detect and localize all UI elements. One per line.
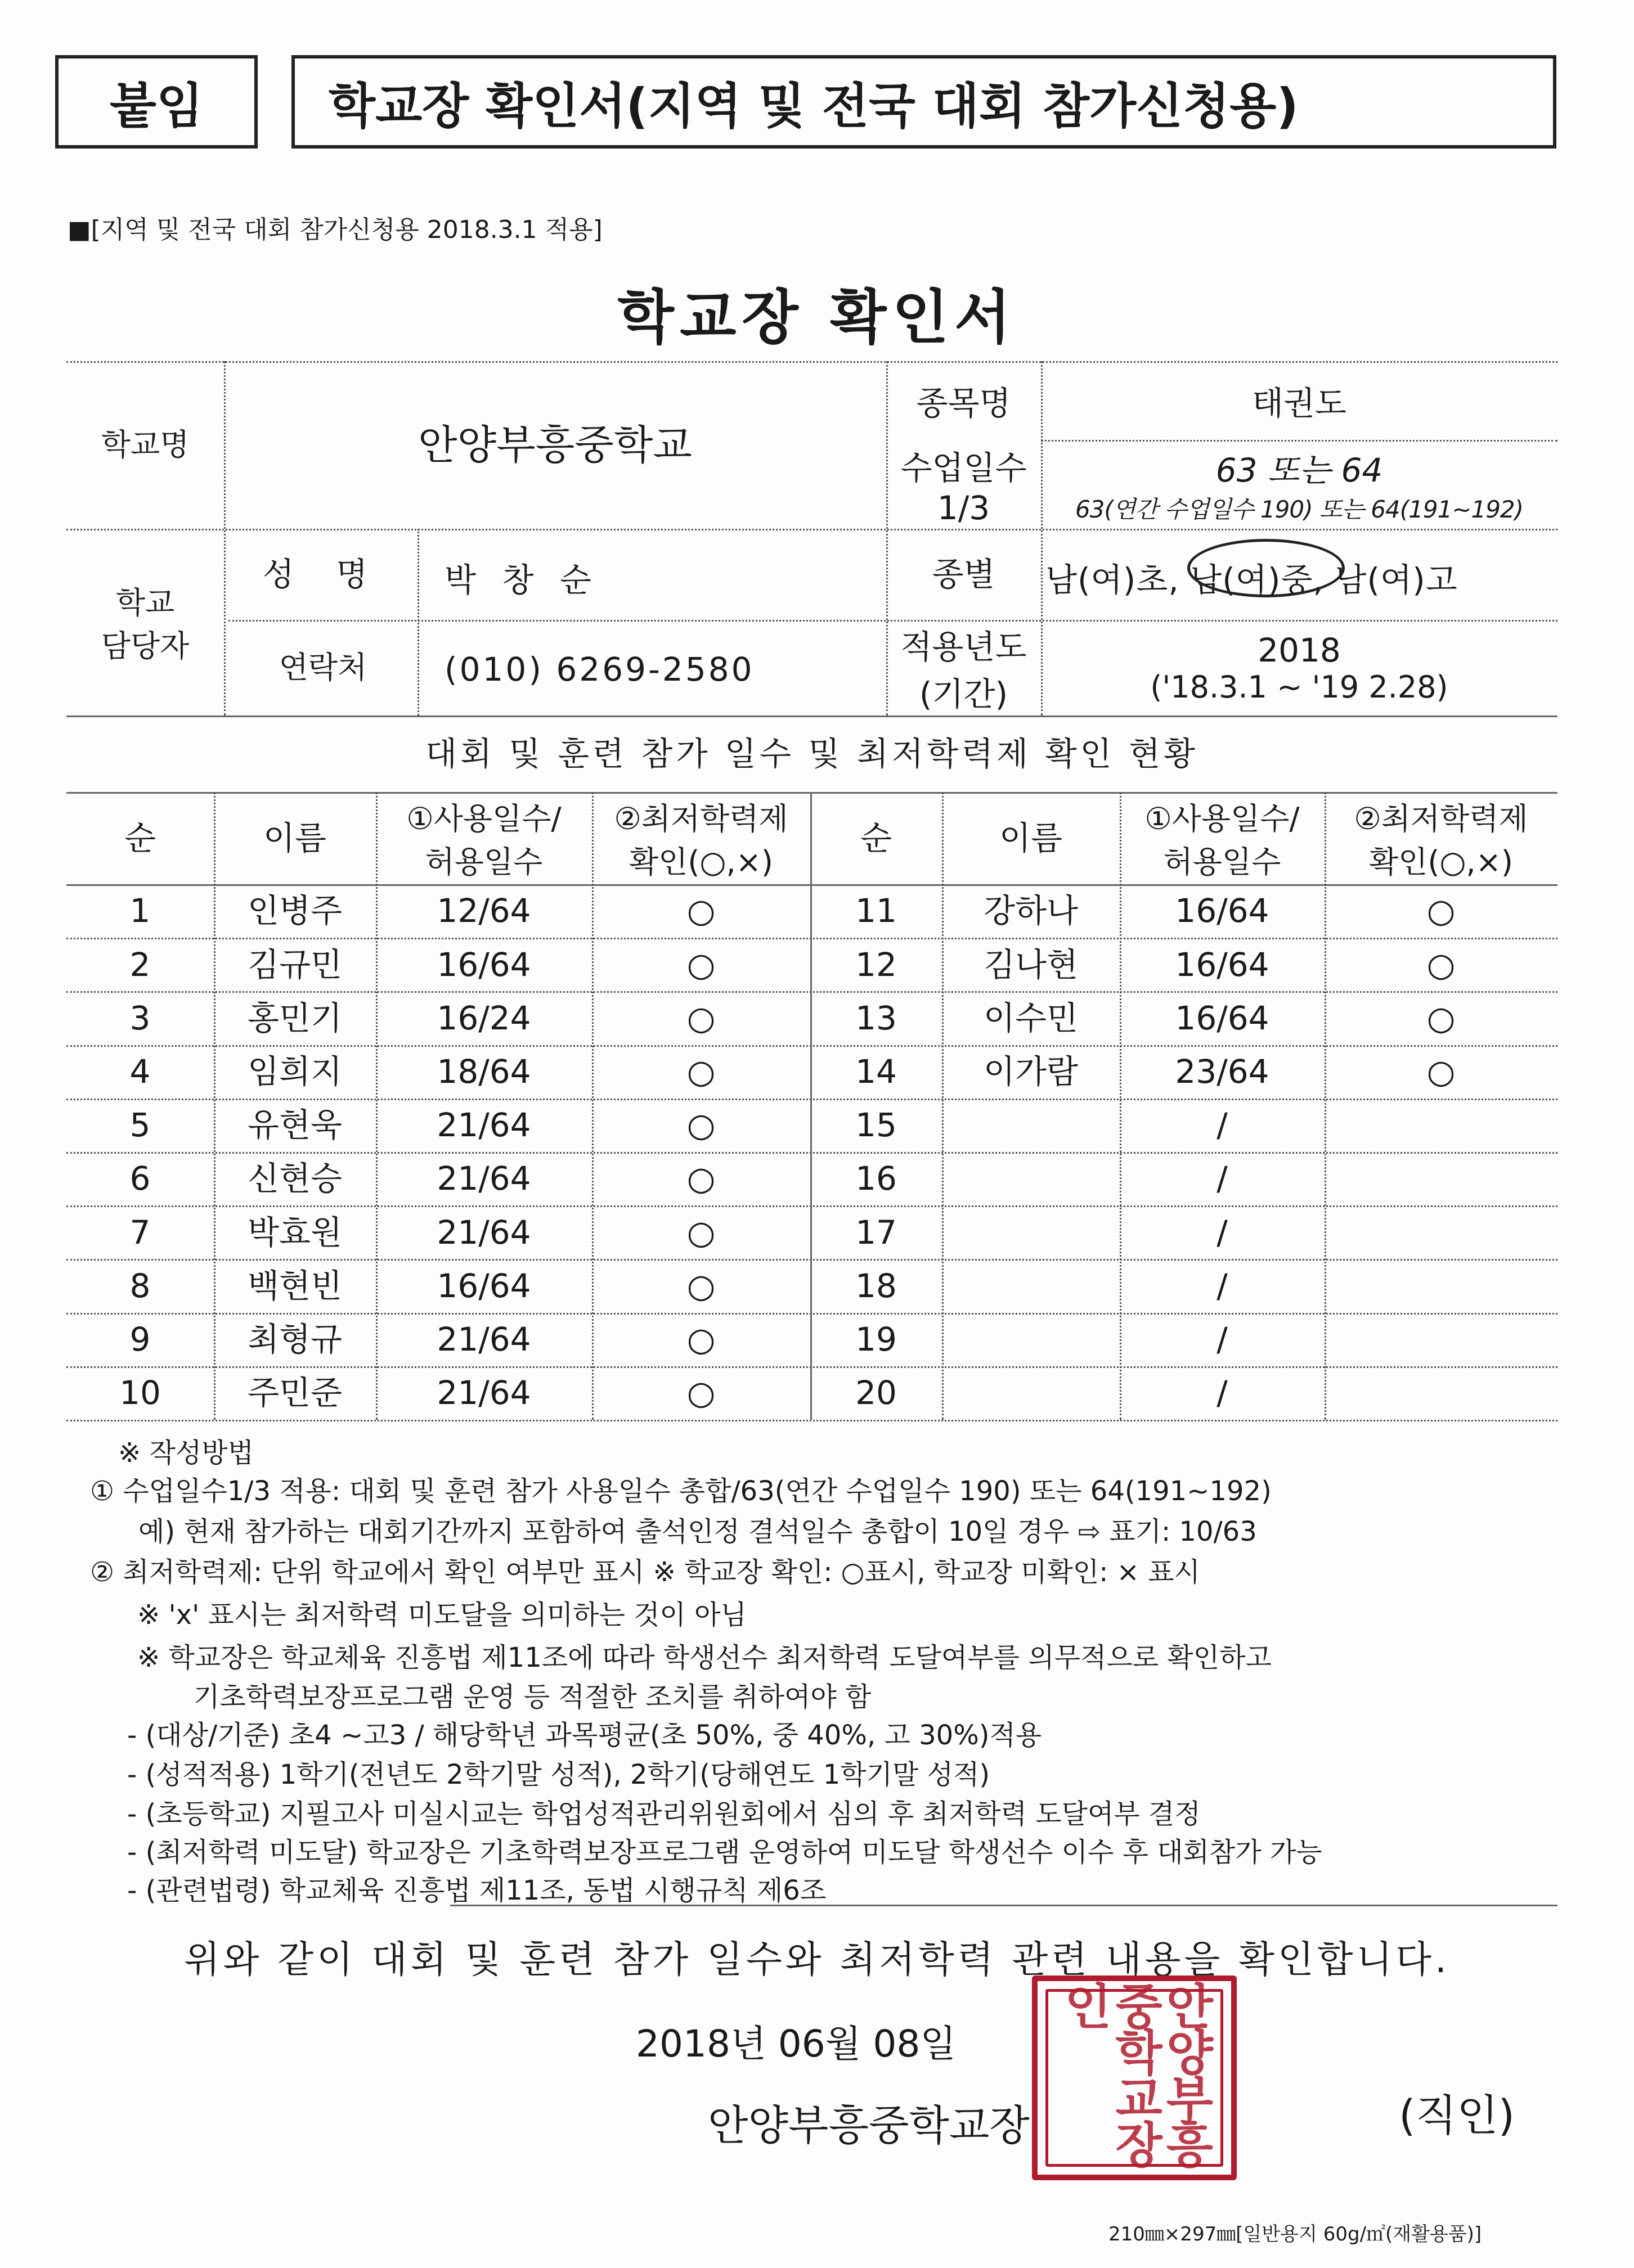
instruction-line: - (대상/기준) 초4 ~고3 / 해당학년 과목평균(초 50%, 중 40%, 고 30%)적용 bbox=[127, 1720, 1042, 1751]
header-name: 이름 bbox=[263, 818, 327, 857]
year-value: 2018 bbox=[1258, 631, 1341, 669]
header-box-title: 학교장 확인서(지역 및 전국 대회 참가신청용) bbox=[291, 55, 1556, 148]
cell-name bbox=[942, 1313, 1120, 1366]
header-check-line2: 확인(○,×) bbox=[1369, 844, 1513, 880]
cell-days: / bbox=[1216, 1320, 1228, 1358]
cell-no: 7 bbox=[129, 1213, 151, 1252]
school-name-label: 학교명 bbox=[101, 427, 190, 463]
instruction-line: ※ 작성방법 bbox=[118, 1437, 254, 1469]
cell-no: 8 bbox=[129, 1266, 151, 1305]
document-title: 학교장 확인서 bbox=[617, 283, 1017, 352]
cell-no: 13 bbox=[855, 998, 897, 1037]
header-check-line1: ②최저학력제 bbox=[1354, 801, 1528, 836]
cell-name: 김규민 bbox=[247, 945, 343, 984]
cell-check bbox=[1325, 1313, 1557, 1366]
class-days-label bbox=[886, 440, 1041, 529]
divider bbox=[450, 1905, 1557, 1906]
cell-no: 17 bbox=[855, 1213, 897, 1252]
cell-check: ○ bbox=[1426, 1052, 1456, 1091]
instruction-line: - (최저학력 미도달) 학교장은 기초학력보장프로그램 운영하여 미도달 학생선수 이수 후 대회참가 가능 bbox=[127, 1837, 1322, 1868]
cell-days: / bbox=[1216, 1106, 1228, 1145]
instruction-line: 기초학력보장프로그램 운영 등 적절한 조치를 취하여야 함 bbox=[194, 1681, 872, 1713]
cell-name: 홍민기 bbox=[247, 998, 343, 1037]
cell-check: ○ bbox=[686, 1320, 716, 1358]
cell-name: 이가람 bbox=[983, 1052, 1079, 1091]
cell-check bbox=[1325, 1259, 1557, 1312]
cell-days: / bbox=[1216, 1213, 1228, 1252]
cell-name: 유현욱 bbox=[247, 1106, 343, 1145]
status-title: 대회 및 훈련 참가 일수 및 최저학력제 확인 현황 bbox=[425, 734, 1199, 773]
cell-no: 14 bbox=[855, 1052, 897, 1091]
cell-name: 임희지 bbox=[247, 1052, 343, 1091]
cell-no: 4 bbox=[129, 1052, 151, 1091]
header-check-line2: 확인(○,×) bbox=[629, 844, 773, 880]
cell-check: ○ bbox=[686, 1374, 716, 1412]
class-days-label-line2: 1/3 bbox=[937, 489, 990, 527]
cell-days: 21/64 bbox=[437, 1159, 531, 1198]
cell-name bbox=[942, 1205, 1120, 1259]
cell-check bbox=[1325, 1099, 1557, 1152]
cell-no: 12 bbox=[855, 945, 897, 984]
class-days-label-line1: 수업일수 bbox=[900, 449, 1027, 487]
sport-label: 종목명 bbox=[916, 384, 1011, 422]
seal-text: 안양부흥중학교장인 bbox=[1055, 1981, 1214, 2166]
cell-days: 16/64 bbox=[437, 945, 531, 984]
cell-name bbox=[942, 1366, 1120, 1420]
cell-check: ○ bbox=[1426, 945, 1456, 984]
cell-days: 16/64 bbox=[1175, 945, 1269, 984]
cell-no: 3 bbox=[129, 998, 151, 1037]
year-label-line1: 적용년도 bbox=[900, 628, 1027, 666]
cell-name bbox=[942, 1152, 1120, 1205]
cell-name: 이수민 bbox=[983, 998, 1079, 1037]
cell-no: 6 bbox=[129, 1159, 151, 1198]
manager-label bbox=[66, 529, 224, 716]
cell-no: 9 bbox=[129, 1320, 151, 1358]
cell-name: 신현승 bbox=[247, 1159, 343, 1198]
cell-name: 박효원 bbox=[247, 1213, 343, 1252]
cell-check: ○ bbox=[686, 998, 716, 1037]
principal-name: 안양부흥중학교장 bbox=[708, 2102, 1030, 2150]
cell-check: ○ bbox=[686, 1266, 716, 1305]
cell-no: 11 bbox=[855, 892, 897, 930]
instruction-line: 예) 현재 참가하는 대회기간까지 포함하여 출석인정 결석일수 총합이 10일 경우 ⇨ 표기: 10/63 bbox=[138, 1516, 1257, 1547]
cell-check: ○ bbox=[1426, 892, 1456, 930]
selected-category-circle bbox=[1187, 539, 1345, 597]
year-period: ('18.3.1 ~ '19 2.28) bbox=[1150, 669, 1448, 705]
cell-days: / bbox=[1216, 1266, 1228, 1305]
cell-check: ○ bbox=[686, 1213, 716, 1252]
cell-days: / bbox=[1216, 1159, 1228, 1198]
cell-check: ○ bbox=[1426, 998, 1456, 1037]
cell-no: 16 bbox=[855, 1159, 897, 1198]
cell-days: 21/64 bbox=[437, 1106, 531, 1145]
cell-check: ○ bbox=[686, 1159, 716, 1198]
instruction-line: ① 수업일수1/3 적용: 대회 및 훈련 참가 사용일수 총합/63(연간 수업일수 190) 또는 64(191~192) bbox=[90, 1475, 1272, 1507]
divider bbox=[418, 529, 419, 716]
cell-name: 최형규 bbox=[247, 1320, 343, 1358]
instruction-line: - (성적적용) 1학기(전년도 2학기말 성적), 2학기(당해연도 1학기말 성적) bbox=[127, 1759, 990, 1790]
seal-label: (직인) bbox=[1399, 2090, 1515, 2140]
official-seal bbox=[1032, 1976, 1237, 2180]
header-no: 순 bbox=[124, 818, 156, 857]
instruction-line: ② 최저학력제: 단위 학교에서 확인 여부만 표시 ※ 학교장 확인: ○표시, 학교장 미확인: × 표시 bbox=[90, 1556, 1200, 1588]
confirmation-statement: 위와 같이 대회 및 훈련 참가 일수와 최저학력 관련 내용을 확인합니다. bbox=[184, 1938, 1450, 1981]
class-days-value-group bbox=[1041, 440, 1557, 529]
instruction-line: ※ 학교장은 학교체육 진흥법 제11조에 따라 학생선수 최저학력 도달여부를 의무적으로 확인하고 bbox=[137, 1642, 1272, 1673]
school-name-value: 안양부흥중학교 bbox=[418, 421, 692, 469]
cell-name: 백현빈 bbox=[247, 1266, 343, 1305]
cell-days: 16/64 bbox=[1175, 892, 1269, 930]
header-days-line1: ①사용일수/ bbox=[1144, 801, 1300, 836]
cell-name: 인병주 bbox=[247, 892, 343, 930]
cell-name: 주민준 bbox=[247, 1374, 343, 1412]
manager-label-line1: 학교 bbox=[115, 585, 175, 620]
cell-no: 18 bbox=[855, 1266, 897, 1305]
header-days-right bbox=[1120, 792, 1325, 884]
person-name-label: 성 명 bbox=[262, 555, 384, 593]
cell-check bbox=[1325, 1152, 1557, 1205]
category-value: 남(여)초, 남(여)중, 남(여)고 bbox=[1045, 561, 1458, 599]
cell-name bbox=[942, 1099, 1120, 1152]
class-days-note: 63(연간 수업일수 190) 또는 64(191~192) bbox=[1075, 496, 1524, 523]
header-days-line2: 허용일수 bbox=[425, 844, 543, 880]
attachment-label: 붙임 bbox=[55, 55, 258, 148]
cell-days: 18/64 bbox=[437, 1052, 531, 1091]
class-days-value: 63 또는 64 bbox=[1215, 451, 1383, 489]
cell-check: ○ bbox=[686, 892, 716, 930]
sport-value: 태권도 bbox=[1251, 384, 1347, 422]
year-label bbox=[886, 620, 1041, 716]
header-days-line1: ①사용일수/ bbox=[406, 801, 562, 836]
header-check-right bbox=[1325, 792, 1557, 884]
manager-label-line2: 담당자 bbox=[101, 628, 190, 664]
cell-no: 2 bbox=[129, 945, 151, 984]
cell-no: 1 bbox=[129, 892, 151, 930]
cell-check bbox=[1325, 1366, 1557, 1420]
person-name-value: 박 창 순 bbox=[445, 561, 599, 599]
header-check bbox=[592, 792, 810, 884]
year-label-line2: (기간) bbox=[919, 675, 1008, 713]
cell-no: 15 bbox=[855, 1106, 897, 1145]
cell-days: 21/64 bbox=[437, 1320, 531, 1358]
cell-days: 16/24 bbox=[437, 998, 531, 1037]
year-value-group bbox=[1041, 620, 1557, 716]
contact-value: (010) 6269-2580 bbox=[445, 650, 755, 688]
cell-days: 21/64 bbox=[437, 1374, 531, 1412]
paper-spec-footer: 210㎜×297㎜[일반용지 60g/㎡(재활용품)] bbox=[1108, 2223, 1482, 2246]
cell-days: 12/64 bbox=[437, 892, 531, 930]
cell-no: 20 bbox=[855, 1374, 897, 1412]
cell-days: / bbox=[1216, 1374, 1228, 1412]
instruction-line: ※ 'x' 표시는 최저학력 미도달을 의미하는 것이 아님 bbox=[137, 1599, 747, 1631]
cell-days: 23/64 bbox=[1175, 1052, 1269, 1091]
cell-name bbox=[942, 1259, 1120, 1312]
header-check-line1: ②최저학력제 bbox=[614, 801, 788, 836]
cell-check: ○ bbox=[686, 1052, 716, 1091]
application-note: ■[지역 및 전국 대회 참가신청용 2018.3.1 적용] bbox=[68, 215, 603, 244]
header-days-line2: 허용일수 bbox=[1163, 844, 1281, 880]
cell-check bbox=[1325, 1205, 1557, 1259]
header-name-right: 이름 bbox=[999, 818, 1063, 857]
header-days bbox=[376, 792, 592, 884]
cell-name: 강하나 bbox=[983, 892, 1079, 930]
issue-date: 2018년 06월 08일 bbox=[636, 2022, 957, 2066]
contact-label: 연락처 bbox=[279, 650, 367, 686]
instruction-line: - (초등학교) 지필고사 미실시교는 학업성적관리위원회에서 심의 후 최저학력 도달여부 결정 bbox=[127, 1798, 1201, 1830]
header-no-right: 순 bbox=[860, 818, 892, 857]
cell-name: 김나현 bbox=[983, 945, 1079, 984]
cell-no: 19 bbox=[855, 1320, 897, 1358]
row-divider bbox=[66, 1420, 1557, 1421]
instruction-line: - (관련법령) 학교체육 진흥법 제11조, 동법 시행규칙 제6조 bbox=[127, 1875, 827, 1906]
cell-no: 5 bbox=[129, 1106, 151, 1145]
cell-check: ○ bbox=[686, 945, 716, 984]
category-label: 종별 bbox=[932, 555, 995, 593]
cell-no: 10 bbox=[119, 1374, 161, 1412]
cell-days: 21/64 bbox=[437, 1213, 531, 1252]
cell-check: ○ bbox=[686, 1106, 716, 1145]
cell-days: 16/64 bbox=[1175, 998, 1269, 1037]
cell-days: 16/64 bbox=[437, 1266, 531, 1305]
